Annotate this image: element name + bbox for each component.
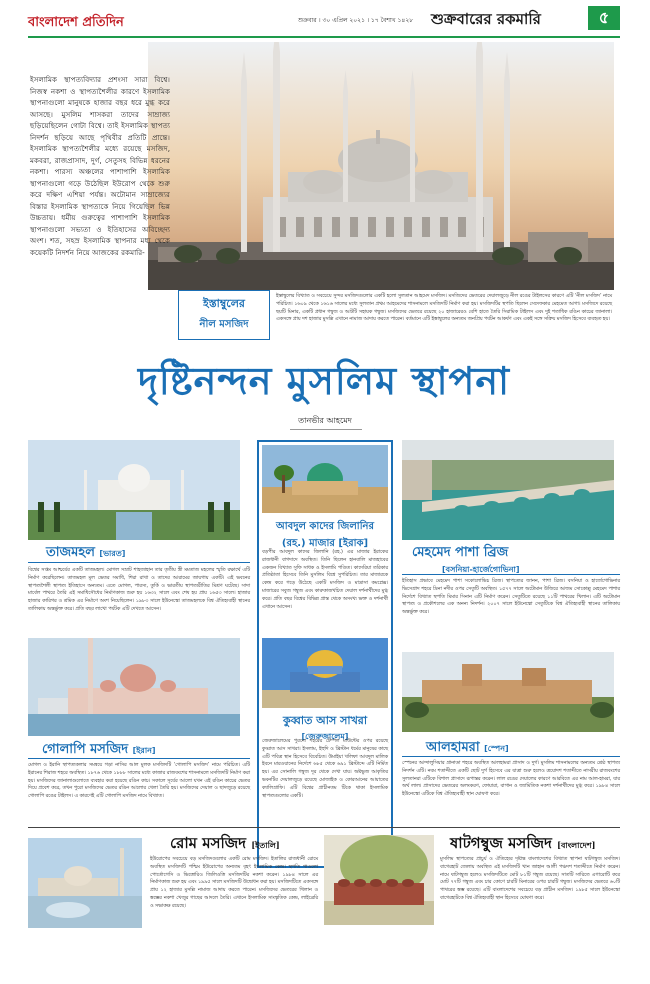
dome-of-rock-title-text: কুব্বাত আস সাখরা	[282, 714, 368, 727]
hero-caption-line2: নীল মসজিদ	[199, 319, 249, 330]
page-number: ৫	[588, 6, 620, 30]
byline-rule	[290, 429, 362, 430]
jilani-card	[262, 445, 388, 625]
taj-mahal-text: বিশ্বের সপ্তম আশ্চর্যের একটি তাজমহল। মোগল সম্রাট শাহজাহান তার তৃতীয় স্ত্রী মমতাজ মহলের স্মৃতি রক্ষার্থে এটি নির্মাণ করেছিলেন। তাজমহল মূল ভেতর সমাধি, শিরা রাখা ও তাদের আরামের জায়গায় একটি। এই ভবনের স্থাপত্যশৈলী স্থাপত্য ইতিহাসে অন্যতম। এতে মোগল, পারস্য, তুর্কি ও ভারতীয় স্থাপত্যরীতির মিশ্রণ ঘটেছে। সাদা মার্বেল পাথরে তৈরি এই সমাধিসৌধের নির্মাণকাজ শুরু হয় ১৬৩২ সালে এবং শেষ হয় প্রায় ১৬৫৩ সালে। হাজার হাজার কারিগর ও শ্রমিক এর নির্মাণে অংশ নিয়েছিলেন। ১৯৮৩ সালে ইউনেস্কো তাজমহলকে বিশ্ব ঐতিহ্যবাহী স্থানের তালিকায় অন্তর্ভুক্ত করে। প্রতি বছর লাখো পর্যটক এটি দেখতে আসেন।	[28, 568, 250, 612]
newspaper-logo: বাংলাদেশ প্রতিদিন	[28, 15, 124, 30]
rome-mosque-text: ইউরোপের সবচেয়ে বড় মসজিদগুলোর একটি রোম মসজিদ। ইতালির রাজধানী রোমে অবস্থিত মসজিদটি পশ্চিম ইউরোপের অন্যতম বৃহৎ ইসলামিক কেন্দ্র। স্থপতি পাওলো পোর্তোগেসি ও ভিত্তোরিও জিলিওত্তি মসজিদটির নকশা করেন। ১৯৮৪ সালে এর নির্মাণকাজ শুরু হয় এবং ১৯৯৫ সালে মসজিদটি উদ্বোধন করা হয়। মসজিদটিতে একসঙ্গে প্রায় ১২ হাজার মুসল্লি নামাজ আদায় করতে পারেন। মসজিদের ভেতরের খিলান ও স্তম্ভের নকশা খেজুর গাছের আদলে তৈরি। এখানে ইসলামিক সাংস্কৃতিক কেন্দ্র, লাইব্রেরি ও সভাকক্ষ রয়েছে।	[150, 857, 318, 909]
jilani-shrine-photo	[262, 445, 388, 513]
mehmed-pasha-bridge-photo	[402, 440, 614, 540]
hero-caption-line1: ইস্তাম্বুলের	[203, 297, 245, 310]
mehmed-pasha-title-text: মেহমেদ পাশা ব্রিজ	[412, 545, 509, 560]
alhambra-card	[402, 652, 620, 822]
pink-mosque-title-text: গোলাপি মসজিদ	[42, 742, 129, 757]
taj-mahal-card	[28, 440, 250, 635]
byline: তানভীর আহমেদ	[298, 416, 352, 425]
pink-mosque-photo	[28, 638, 240, 736]
bottom-section-rule	[28, 827, 620, 828]
dome-of-rock-photo	[262, 638, 388, 708]
section-title: শুক্রবারের রকমারি	[431, 10, 541, 28]
page-header	[0, 0, 650, 40]
intro-text: ইসলামিক স্থাপত্যবিদ্যার প্রশংসা সারা বিশ্বে। নিজস্ব নকশা ও স্থাপত্যশৈলীর কারণে ইসলামিক স্থাপনাগুলো মানুষকে হাজার বছর ধরে মুগ্ধ করে আসছে। মুসলিম শাসকরা তাদের সাম্রাজ্য ছড়িয়েছিলেন গোটা বিশ্বে। তাই ইসলামিক স্থাপত্য নিদর্শন ছড়িয়ে আছে পৃথিবীর প্রতিটি প্রান্তে। ইসলামিক স্থাপত্যশৈলীর মধ্যে রয়েছে মসজিদ, মকবরা, রাজপ্রাসাদ, দুর্গ, সেতুসহ বিভিন্ন ধরনের নকশা। পারস্য অঞ্চলের পাশাপাশি ইসলামিক স্থাপনাগুলো গড়ে উঠেছিল ইউরোপ থেকে শুরু করে দক্ষিণ এশিয়া পর্যন্ত। অটোমান সাম্রাজ্যের বিস্তার ইসলামিক স্থাপত্যকে নিয়ে গিয়েছিল ভিন্ন উচ্চতায়। ধর্মীয় গুরুত্বের পাশাপাশি ইসলামিক স্থাপনাগুলো সভ্যতা ও ইতিহাসের অবিচ্ছেদ্য অংশ। শত, সহস্র ইসলামিক স্থাপনার মধ্য থেকে কয়েকটি নিদর্শন নিয়ে আজকের রকমারি-	[30, 75, 170, 257]
sixty-dome-mosque-title	[450, 832, 595, 857]
dome-of-rock-text: জেরুজালেমের পুরনো শহরের টেম্পল মাউন্টের ওপর রয়েছে কুব্বাত আস সাখরা। ইসলাম, ইহুদি ও খ্রিস্টান ধর্মের মানুষের কাছে এটি পবিত্র স্থান হিসেবে বিবেচিত। উমাইয়া খলিফা আবদুল মালিক ইবনে মারওয়ানের নির্দেশে ৬৮৫ থেকে ৬৯১ খ্রিস্টাব্দে এটি নির্মিত হয়। এর সোনালি গম্বুজ দূর থেকে দেখা যায়। অষ্টভুজ আকৃতির ভবনটির দেয়ালজুড়ে রয়েছে মোজাইক ও কোরআনের আয়াতের ক্যালিগ্রাফি। এটি বিশ্বের প্রাচীনতম টিকে থাকা ইসলামিক স্থাপত্যগুলোর একটি।	[262, 739, 388, 799]
taj-mahal-rule	[28, 562, 250, 563]
alhambra-country: [স্পেন]	[484, 744, 509, 753]
jilani-title	[262, 519, 388, 553]
alhambra-text: স্পেনের আন্দালুসিয়ার গ্রানাডা শহরে অবস্থিত আলহামরা প্রাসাদ ও দুর্গ। মুসলিম শাসনামলের অন্যতম শ্রেষ্ঠ স্থাপত্য নিদর্শন এটি। নবম শতাব্দীতে একটি ছোট দুর্গ হিসেবে এর যাত্রা শুরু হলেও ত্রয়োদশ শতাব্দীতে নাসরীয় রাজবংশের সুলতানরা এটিকে বিশাল প্রাসাদে রূপান্তর করেন। লাল রঙের দেয়ালের কারণে আরবিতে এর নাম আল-হামরা, যার অর্থ লাল। প্রাসাদের ভেতরের অলংকরণ, ফোয়ারা, বাগান ও জ্যামিতিক নকশা দর্শনার্থীদের মুগ্ধ করে। ১৯৮৪ সালে ইউনেস্কো এটিকে বিশ্ব ঐতিহ্যবাহী স্থান ঘোষণা করে।	[402, 761, 620, 798]
alhambra-photo	[402, 652, 614, 732]
mehmed-pasha-text: ইতিহাস প্রভাবে মেহমেদ পাশা সকোলোভিচ ব্রিজ। স্থাপত্যের জানন, পাশা ব্রিজ। বসনিয়া ও হার্জেগোভিনার ভিসেগ্রাদ শহরে দ্রিনা নদীর ওপর সেতুটি অবস্থিত। ১৫৭৭ সালে অটোমান উজিরে আজম সোকোল্লু মেহমেদ পাশার নির্দেশে বিখ্যাত স্থপতি মিমার সিনান এটি নির্মাণ করেন। সেতুটিতে রয়েছে ১১টি পাথরের খিলান। এটি অটোমান স্থাপত্য ও প্রকৌশলের এক অনন্য নিদর্শন। ২০০৭ সালে ইউনেস্কো সেতুটিকে বিশ্ব ঐতিহ্যবাহী স্থানের তালিকায় অন্তর্ভুক্ত করে।	[402, 579, 620, 616]
mehmed-pasha-card	[402, 440, 620, 635]
header-rule	[28, 36, 620, 38]
jilani-text: বড়পীর আবদুল কাদের জিলানি (রহ.) এর মাজার ইরাকের রাজধানী বাগদাদে অবস্থিত। তিনি ছিলেন হানবালি মাজহাবের একজন বিখ্যাত সুফি সাধক ও ইসলামি পণ্ডিত। কাদেরিয়া তরিকার প্রতিষ্ঠাতা হিসেবে তিনি মুসলিম বিশ্বে সুপরিচিত। তার মাজারকে কেন্দ্র করে গড়ে উঠেছে একটি মসজিদ ও মাদ্রাসা কমপ্লেক্স। মাজারের সবুজ গম্বুজ এবং কারুকাজখচিত দেয়াল দর্শনার্থীদের মুগ্ধ করে। প্রতি বছর বিশ্বের বিভিন্ন প্রান্ত থেকে অসংখ্য ভক্ত ও দর্শনার্থী এখানে আসেন।	[262, 550, 388, 610]
rome-mosque-country: [ইতালি]	[251, 840, 280, 850]
taj-mahal-photo	[28, 440, 240, 540]
rome-mosque-title-text: রোম মসজিদ	[170, 834, 247, 852]
mehmed-pasha-title	[412, 543, 519, 577]
sixty-dome-mosque-title-text: ষাটগম্বুজ মসজিদ	[450, 834, 552, 852]
dome-of-rock-country: [জেরুজালেম]	[301, 732, 349, 741]
dome-of-rock-card	[262, 638, 388, 863]
dateline: শুক্রবার । ৩০ এপ্রিল ২০২১ । ১৭ বৈশাখ ১৪২৮	[298, 17, 414, 24]
alhambra-title-text: আলহামরা	[426, 740, 480, 755]
sixty-dome-mosque-photo	[324, 835, 434, 925]
taj-mahal-country: [ভারত]	[99, 549, 126, 558]
pink-mosque-country: [ইরান]	[132, 746, 156, 755]
main-headline: দৃষ্টিনন্দন মুসলিম স্থাপনা	[137, 358, 511, 403]
rome-mosque-photo	[28, 838, 142, 928]
jilani-title-line1: আবদুল কাদের জিলানির	[275, 521, 375, 532]
hero-body-text: ইস্তাম্বুলের বিখ্যাত ও সবচেয়ে সুন্দর মসজিদগুলোর একটি হলো সুলতান আহমেদ মসজিদ। মসজিদের ভেতরের দেয়ালজুড়ে নীল রঙের টাইলসের কারণে এটি ‘নীল মসজিদ’ নামে পরিচিত। ১৬০৯ থেকে ১৬১৬ সালের মধ্যে সুলতান প্রথম আহমেদের শাসনামলে মসজিদটি নির্মাণ করা হয়। মসজিদটির স্থপতি ছিলেন সেদেফকার মেহমেত আগা। মসজিদে রয়েছে ছয়টি মিনার, একটি প্রধান গম্বুজ ও আটটি সহায়ক গম্বুজ। মসজিদের ভেতরে রয়েছে ২০ হাজারেরও বেশি হাতে তৈরি সিরামিক টাইলস এবং দুই শতাধিক রঙিন কাচের জানালা। একসঙ্গে প্রায় দশ হাজার মুসল্লি এখানে নামাজ আদায় করতে পারেন। বর্তমানে এটি ইস্তাম্বুলের অন্যতম জনপ্রিয় পর্যটন আকর্ষণ এবং একই সঙ্গে সক্রিয় মসজিদ হিসেবে ব্যবহৃত হয়।	[276, 294, 612, 323]
pink-mosque-card	[28, 638, 250, 823]
mehmed-pasha-rule	[402, 574, 620, 575]
hero-caption	[178, 290, 270, 340]
sixty-dome-mosque-country: [বাংলাদেশ]	[557, 840, 596, 850]
pink-mosque-rule	[28, 758, 250, 759]
rome-mosque-title	[170, 832, 280, 857]
jilani-title-line2: (রহ.) মাজার [ইরাক]	[281, 538, 369, 549]
mehmed-pasha-country: [বসনিয়া-হার্জেগোভিনা]	[442, 565, 520, 574]
pink-mosque-text: মোগল ও ইরানি স্থাপত্যকলার সমন্বয়ে গড়া নাসির আল মুলক মসজিদটি ‘গোলাপি মসজিদ’ নামে পরিচিত। এটি ইরানের শিরাজ শহরে অবস্থিত। ১৮৭৬ থেকে ১৮৮৮ সালের মধ্যে কাজার রাজবংশের শাসনামলে মসজিদটি নির্মাণ করা হয়। মসজিদের জানালাগুলোতে ব্যবহার করা হয়েছে রঙিন কাচ। সকালে সূর্যের আলো যখন এই রঙিন কাচের ভেতর দিয়ে প্রবেশ করে, তখন পুরো মসজিদের ভেতর রঙিন আলোর খেলা তৈরি হয়। মসজিদের দেয়াল ও ছাদজুড়ে রয়েছে গোলাপি রঙের টাইলস। এ কারণেই এটি গোলাপি মসজিদ নামে বিখ্যাত।	[28, 763, 250, 800]
blue-mosque-photo	[148, 42, 614, 290]
taj-mahal-title-text: তাজমহল	[46, 545, 95, 560]
sixty-dome-mosque-text: মুসলিম স্থাপত্যের প্রাচুর্য ও ঐতিহ্যের দৃষ্টান্ত বাংলাদেশের বিখ্যাত স্থাপনা ষাটগম্বুজ মসজিদ। বাগেরহাট জেলায় অবস্থিত এই মসজিদটি খান জাহান আলী পঞ্চদশ শতাব্দীতে নির্মাণ করেন। নামে ষাটগম্বুজ হলেও মসজিদটিতে মোট ৮১টি গম্বুজ রয়েছে। সাতটি সারিতে এগারোটি করে মোট ৭৭টি গম্বুজ এবং চার কোণে চারটি মিনারের ওপর চারটি গম্বুজ। মসজিদের ভেতরে ৬০টি পাথরের স্তম্ভ রয়েছে। এটি বাংলাদেশের সবচেয়ে বড় প্রাচীন মসজিদ। ১৯৮৫ সালে ইউনেস্কো বাগেরহাটকে বিশ্ব ঐতিহ্যবাহী স্থান হিসেবে ঘোষণা করে।	[440, 857, 620, 901]
taj-mahal-title	[46, 543, 125, 564]
alhambra-rule	[402, 756, 620, 757]
